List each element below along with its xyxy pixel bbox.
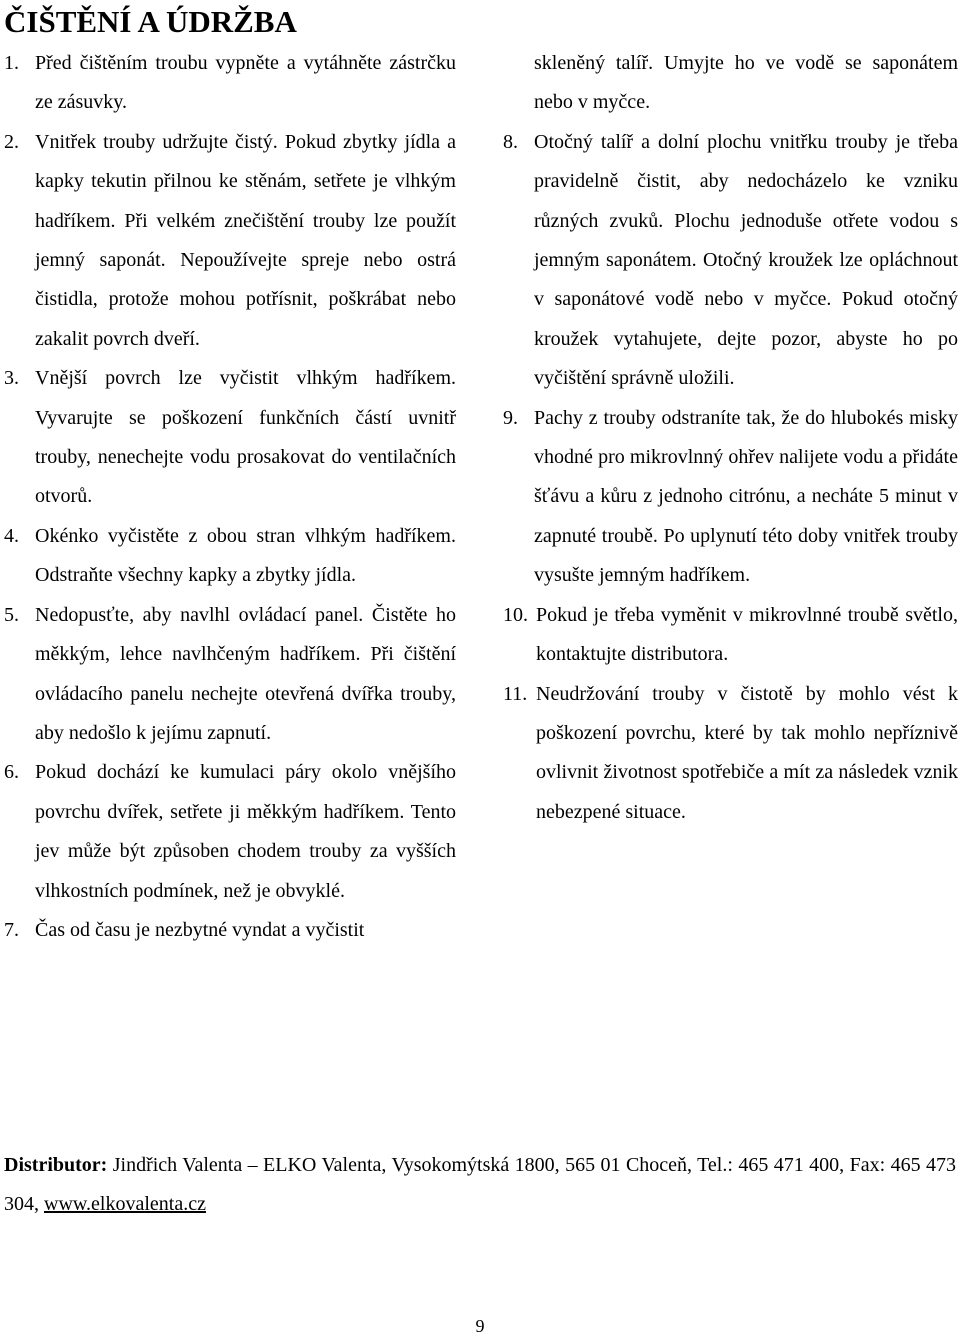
list-item — [4, 596, 456, 754]
list-item — [4, 753, 456, 911]
item-text: Pachy z trouby odstraníte tak, že do hlubokés misky vhodné pro mikrovlnný ohřev nalijete vodu a přidáte šťávu a kůru z jednoho citrónu, a necháte 5 minut v zapnuté troubě. Po uplynutí této doby vnitřek trouby vysušte jemným hadříkem. — [534, 406, 958, 587]
item-number: 5. — [4, 603, 19, 626]
list-item — [4, 123, 456, 359]
right-item-list — [503, 123, 958, 832]
item-number: 4. — [4, 524, 19, 547]
right-column — [503, 44, 958, 832]
list-item — [503, 596, 958, 675]
item-text: Okénko vyčistěte z obou stran vlhkým hadříkem. Odstraňte všechny kapky a zbytky jídla. — [35, 524, 456, 587]
list-item — [503, 123, 958, 399]
item-text: Čas od času je nezbytné vyndat a vyčistit — [35, 918, 365, 941]
distributor-text: Jindřich Valenta – ELKO Valenta, Vysokomýtská 1800, 565 01 Choceň, Tel.: 465 471 400, Fax: 465 473 304, — [4, 1154, 956, 1216]
item-text: Nedopusťte, aby navlhl ovládací panel. Čistěte ho měkkým, lehce navlhčeným hadříkem. Při čištění ovládacího panelu nechejte otevřená dvířka trouby, aby nedošlo k jejímu zapnutí. — [35, 603, 456, 744]
list-item — [4, 517, 456, 596]
item-text: Vnější povrch lze vyčistit vlhkým hadříkem. Vyvarujte se poškození funkčních částí uvnitř trouby, nenechejte vodu prosakovat do ventilačních otvorů. — [35, 367, 456, 508]
distributor-label: Distributor: — [4, 1154, 108, 1176]
item-number: 1. — [4, 52, 19, 74]
distributor-footer — [4, 1146, 956, 1225]
left-column — [4, 44, 456, 950]
item-number: 7. — [4, 918, 19, 941]
item-number: 11. — [503, 682, 528, 705]
item-number: 10. — [503, 603, 528, 626]
list-item — [4, 44, 456, 123]
left-item-list — [4, 44, 456, 950]
item-text: Před čištěním troubu vypněte a vytáhněte zástrčku ze zásuvky. — [35, 52, 456, 114]
page-number: 9 — [475, 1316, 485, 1336]
item-number: 9. — [503, 406, 518, 429]
item-number: 3. — [4, 367, 19, 390]
item-text: Pokud je třeba vyměnit v mikrovlnné troubě světlo, kontaktujte distributora. — [536, 603, 958, 666]
list-item — [503, 675, 958, 833]
item-number: 2. — [4, 130, 19, 153]
item-text: Pokud dochází ke kumulaci páry okolo vnějšího povrchu dvířek, setřete ji měkkým hadříkem. Tento jev může být způsoben chodem trouby za vyšších vlhkostních podmínek, než je obvyklé. — [35, 761, 456, 902]
item-number: 6. — [4, 761, 19, 784]
item-text: Neudržování trouby v čistotě by mohlo vést k poškození povrchu, které by tak mohlo nepříznivě ovlivnit životnost spotřebiče a mít za následek vznik nebezpené situace. — [536, 682, 958, 823]
list-item — [4, 359, 456, 517]
item-text: Otočný talíř a dolní plochu vnitřku trouby je třeba pravidelně čistit, aby nedocházelo ke vzniku různých zvuků. Plochu jednoduše otřete vodou s jemným saponátem. Otočný kroužek lze opláchnout v saponátové vodě nebo v myčce. Pokud otočný kroužek vytahujete, dejte pozor, abyste ho po vyčištění správně uložili. — [534, 130, 958, 390]
item-text: Vnitřek trouby udržujte čistý. Pokud zbytky jídla a kapky tekutin přilnou ke stěnám, setřete je vlhkým hadříkem. Při velkém znečištění trouby lze použít jemný saponát. Nepoužívejte spreje nebo ostrá čistidla, protože mohou potřísnit, poškrábat nebo zakalit povrch dveří. — [35, 130, 456, 350]
item-7-continuation: skleněný talíř. Umyjte ho ve vodě se saponátem nebo v myčce. — [534, 52, 958, 114]
distributor-website-link[interactable]: www.elkovalenta.cz — [44, 1193, 206, 1216]
list-item — [503, 399, 958, 596]
list-item — [4, 911, 456, 950]
page-title: ČIŠTĚNÍ A ÚDRŽBA — [4, 4, 297, 39]
item-number: 8. — [503, 130, 518, 153]
